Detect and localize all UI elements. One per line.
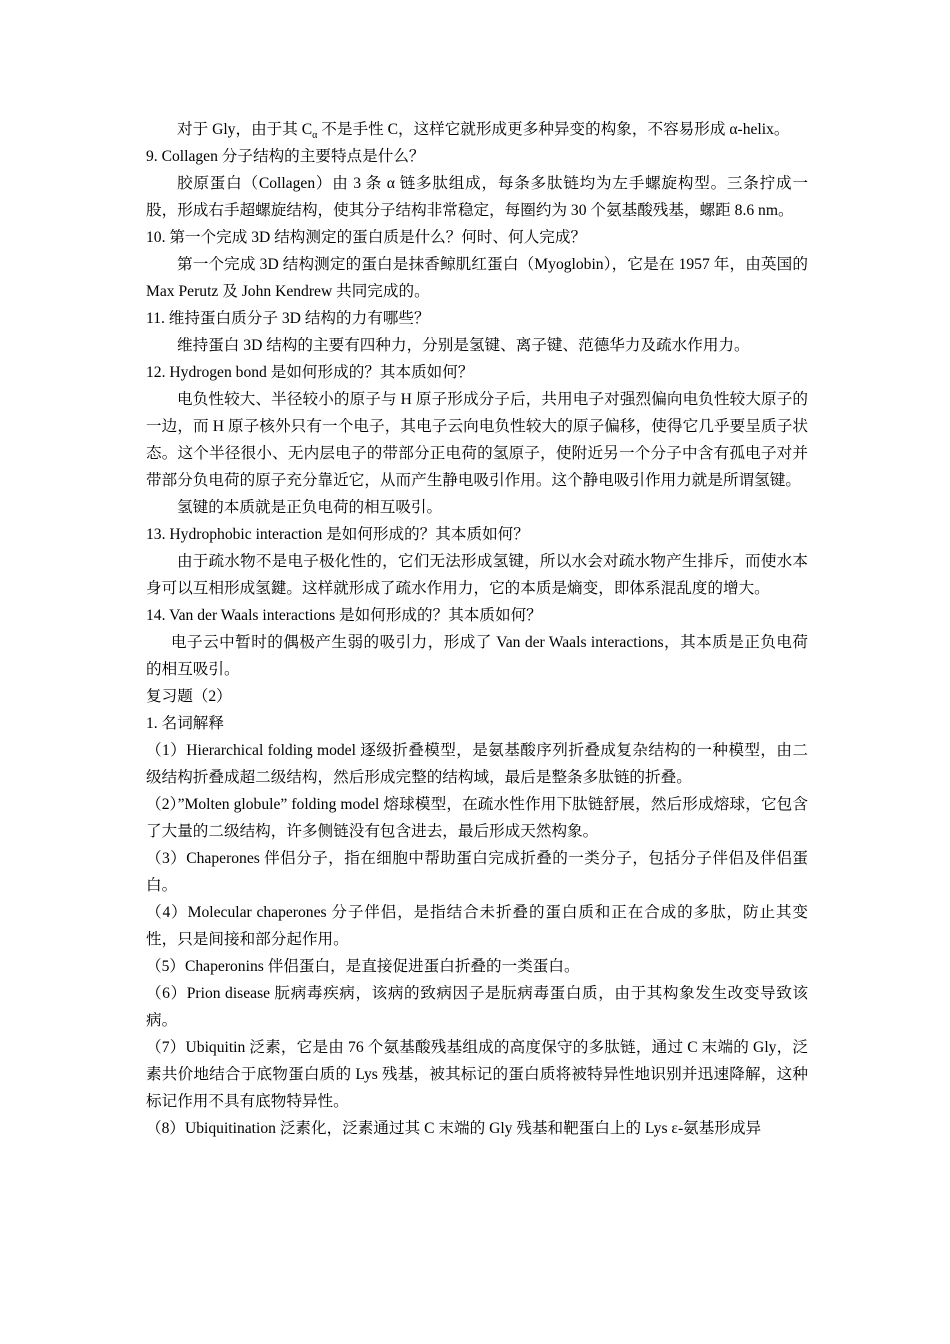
answer-11: 维持蛋白 3D 结构的主要有四种力，分别是氢键、离子键、范德华力及疏水作用力。 [177, 337, 750, 354]
term-5: （5）Chaperonins 伴侣蛋白，是直接促进蛋白折叠的一类蛋白。 [146, 958, 580, 975]
term-3: （3）Chaperones 伴侣分子，指在细胞中帮助蛋白完成折叠的一类分子，包括分子伴侣及伴侣蛋白。 [146, 850, 808, 894]
term-6: （6）Prion disease 朊病毒疾病，该病的致病因子是朊病毒蛋白质，由于其构象发生改变导致该病。 [146, 985, 808, 1029]
gly-paragraph [146, 116, 808, 143]
question-11: 11. 维持蛋白质分子 3D 结构的力有哪些？ [146, 310, 430, 327]
review-heading: 复习题（2） [146, 688, 232, 705]
term-7: （7）Ubiquitin 泛素，它是由 76 个氨基酸残基组成的高度保守的多肽链，通过 C 末端的 Gly，泛素共价地结合于底物蛋白质的 Lys 残基，被其标记的蛋白质将被特异性地识别并迅速降解，这种标记作用不具有底物特异性。 [146, 1039, 808, 1110]
answer-13: 由于疏水物不是电子极化性的，它们无法形成氢键，所以水会对疏水物产生排斥，而使水本身可以互相形成氢鍵。这样就形成了疏水作用力，它的本质是熵变，即体系混乱度的增大。 [146, 553, 808, 597]
answer-12-paragraph-2: 氢键的本质就是正负电荷的相互吸引。 [177, 499, 443, 516]
term-1: （1）Hierarchical folding model 逐级折叠模型，是氨基酸序列折叠成复杂结构的一种模型，由二级结构折叠成超二级结构，然后形成完整的结构域，最后是整条多肽链的折叠。 [146, 742, 808, 786]
gly-text-end: 不是手性 C，这样它就形成更多种异变的构象，不容易形成 α-helix。 [317, 121, 790, 138]
section-1-heading: 1. 名词解释 [146, 715, 224, 732]
term-8: （8）Ubiquitination 泛素化，泛素通过其 C 末端的 Gly 残基和靶蛋白上的 Lys ε-氨基形成异 [146, 1120, 762, 1137]
question-10: 10. 第一个完成 3D 结构测定的蛋白质是什么？何时、何人完成？ [146, 229, 587, 246]
question-9: 9. Collagen 分子结构的主要特点是什么？ [146, 148, 425, 165]
answer-14: 电子云中暂时的偶极产生弱的吸引力，形成了 Van der Waals interactions，其本质是正负电荷的相互吸引。 [146, 634, 808, 678]
answer-12-paragraph-1: 电负性较大、半径较小的原子与 H 原子形成分子后，共用电子对强烈偏向电负性较大原子的一边，而 H 原子核外只有一个电子，其电子云向电负性较大的原子偏移，使得它几乎要呈质子状态。这个半径很小、无内层电子的带部分正电荷的氢原子，使附近另一个分子中含有孤电子对并带部分负电荷的原子充分靠近它，从而产生静电吸引作用。这个静电吸引作用力就是所谓氢键。 [146, 391, 808, 489]
term-4: （4）Molecular chaperones 分子伴侣，是指结合未折叠的蛋白质和正在合成的多肽，防止其变性，只是间接和部分起作用。 [146, 904, 808, 948]
term-2: （2）”Molten globule” folding model 熔球模型，在疏水性作用下肽链舒展，然后形成熔球，它包含了大量的二级结构，许多侧链没有包含进去，最后形成天然构象。 [146, 796, 808, 840]
alpha-subscript: α [312, 130, 318, 141]
answer-10: 第一个完成 3D 结构测定的蛋白是抹香鲸肌红蛋白（Myoglobin），它是在 1957 年，由英国的 Max Perutz 及 John Kendrew 共同完成的。 [146, 256, 808, 300]
question-14: 14. Van der Waals interactions 是如何形成的？其本质如何？ [146, 607, 542, 624]
answer-9: 胶原蛋白（Collagen）由 3 条 α 链多肽组成，每条多肽链均为左手螺旋构型。三条拧成一股，形成右手超螺旋结构，使其分子结构非常稳定，每圈约为 30 个氨基酸残基，螺距 8.6 nm。 [146, 175, 808, 219]
question-12: 12. Hydrogen bond 是如何形成的？其本质如何？ [146, 364, 474, 381]
document-body [146, 116, 808, 1142]
gly-text-start: 对于 Gly，由于其 C [177, 121, 313, 138]
question-13: 13. Hydrophobic interaction 是如何形成的？其本质如何？ [146, 526, 529, 543]
